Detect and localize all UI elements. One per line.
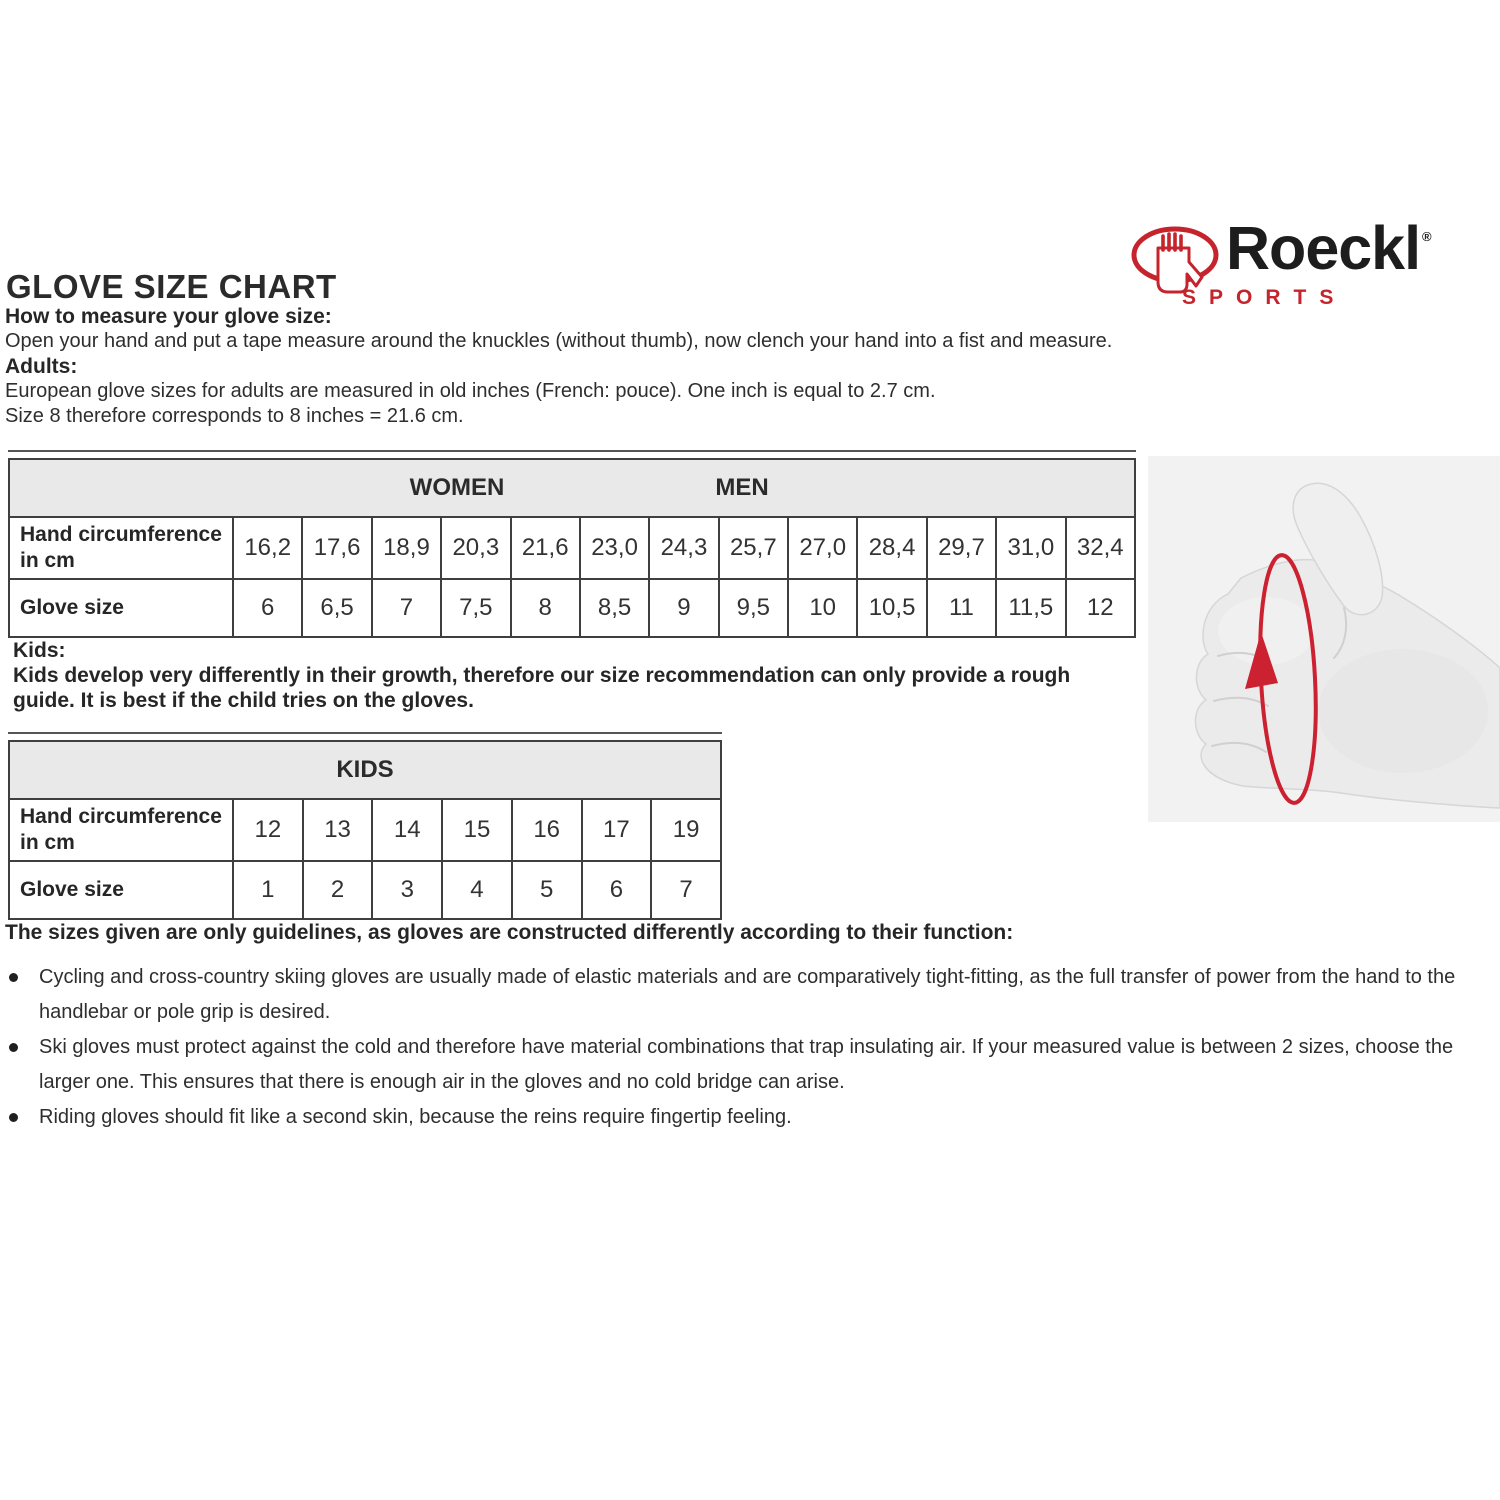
kids-text: Kids develop very differently in their growth, therefore our size recommendation can only provide a rough guide. It is best if the child tries on the gloves. [13,664,1071,712]
kids-circumference-cell: 17 [582,799,652,861]
logo-brand-text: Roeckl [1226,214,1421,282]
guidelines-heading: The sizes given are only guidelines, as gloves are constructed differently according to their function: [5,921,1014,944]
adults-glove-size-label: Glove size [9,579,233,637]
adults-circumference-cell: 27,0 [788,517,857,579]
kids-circumference-cell: 19 [651,799,721,861]
men-group-header: MEN [715,474,769,501]
kids-circumference-cell: 12 [233,799,303,861]
header [0,0,1500,309]
adults-circumference-cell: 31,0 [996,517,1065,579]
kids-heading: Kids: [13,639,66,662]
kids-group-header: KIDS [336,756,394,783]
kids-circumference-row [9,799,721,861]
hand-shading [1318,649,1488,773]
adults-circumference-cell: 24,3 [649,517,718,579]
adults-heading: Adults: [5,355,78,378]
adults-circumference-cell: 17,6 [302,517,371,579]
adults-glove-size-cell: 8,5 [580,579,649,637]
adults-glove-size-cell: 9 [649,579,718,637]
adults-group-header-wrap [10,461,1134,515]
kids-group-header-cell [9,741,721,799]
adults-circumference-cell: 20,3 [441,517,510,579]
adults-glove-size-cell: 6,5 [302,579,371,637]
adults-text-1: European glove sizes for adults are measured in old inches (French: pouce). One inch is equal to 2.7 cm. [5,380,936,402]
adults-circumference-cell: 28,4 [857,517,926,579]
measure-heading: How to measure your glove size: [5,305,332,328]
kids-size-table [8,740,722,920]
adults-group-header-cell [9,459,1135,517]
kids-glove-size-cell: 5 [512,861,582,919]
kids-glove-size-cell: 3 [372,861,442,919]
adults-circumference-cell: 29,7 [927,517,996,579]
women-group-header: WOMEN [409,474,505,501]
adults-size-table [8,458,1136,638]
guideline-bullet: Cycling and cross-country skiing gloves are usually made of elastic materials and are comparatively tight-fitting, as the full transfer of power from the hand to the handlebar or pole grip is desired. [5,960,1492,1030]
adults-glove-size-cell: 8 [511,579,580,637]
guideline-bullet: Ski gloves must protect against the cold and therefore have material combinations that trap insulating air. If your measured value is between 2 sizes, choose the larger one. This ensures that there is enough air in the gloves and no cold bridge can arise. [5,1030,1492,1100]
guidelines-list [0,960,1492,1135]
adults-circumference-cell: 32,4 [1066,517,1136,579]
adults-circumference-label: Hand circumference in cm [9,517,233,579]
fist-with-thumb-photo [1148,456,1500,822]
adults-circumference-cell: 21,6 [511,517,580,579]
measure-text: Open your hand and put a tape measure around the knuckles (without thumb), now clench your hand into a fist and measure. [5,330,1113,352]
roeckl-logo [1130,214,1496,309]
adults-circumference-cell: 18,9 [372,517,441,579]
kids-circumference-label: Hand circumference in cm [9,799,233,861]
kids-table-top-rule [8,732,722,734]
kids-circumference-cell: 14 [372,799,442,861]
kids-glove-size-cell: 4 [442,861,512,919]
adults-glove-size-cell: 7,5 [441,579,510,637]
registered-trademark-symbol: ® [1422,229,1432,244]
kids-glove-size-label: Glove size [9,861,233,919]
adults-glove-size-cell: 11 [927,579,996,637]
adults-glove-size-cell: 11,5 [996,579,1065,637]
logo-sports-text: SPORTS [1182,286,1347,309]
logo-brand-wordmark [1226,214,1432,282]
adults-glove-size-row [9,579,1135,637]
adults-text-2: Size 8 therefore corresponds to 8 inches = 21.6 cm. [5,405,464,427]
kids-circumference-cell: 13 [303,799,373,861]
kids-glove-size-cell: 2 [303,861,373,919]
adults-glove-size-cell: 6 [233,579,302,637]
guideline-bullet: Riding gloves should fit like a second skin, because the reins require fingertip feeling. [5,1100,1492,1135]
adults-table-group-header-row [9,459,1135,517]
adults-glove-size-cell: 10 [788,579,857,637]
kids-glove-size-cell: 6 [582,861,652,919]
kids-table-group-header-row [9,741,721,799]
adults-circumference-cell: 25,7 [719,517,788,579]
hand-measurement-figure [1148,456,1500,822]
size-tables-section [8,450,1500,920]
adults-glove-size-cell: 9,5 [719,579,788,637]
kids-glove-size-cell: 1 [233,861,303,919]
adults-circumference-row [9,517,1135,579]
adults-circumference-cell: 23,0 [580,517,649,579]
adults-glove-size-cell: 10,5 [857,579,926,637]
adults-circumference-cell: 16,2 [233,517,302,579]
adults-table-top-rule [8,450,1136,452]
kids-circumference-cell: 15 [442,799,512,861]
adults-glove-size-cell: 7 [372,579,441,637]
kids-glove-size-row [9,861,721,919]
kids-circumference-cell: 16 [512,799,582,861]
page-title: GLOVE SIZE CHART [6,268,337,306]
adults-glove-size-cell: 12 [1066,579,1136,637]
kids-glove-size-cell: 7 [651,861,721,919]
